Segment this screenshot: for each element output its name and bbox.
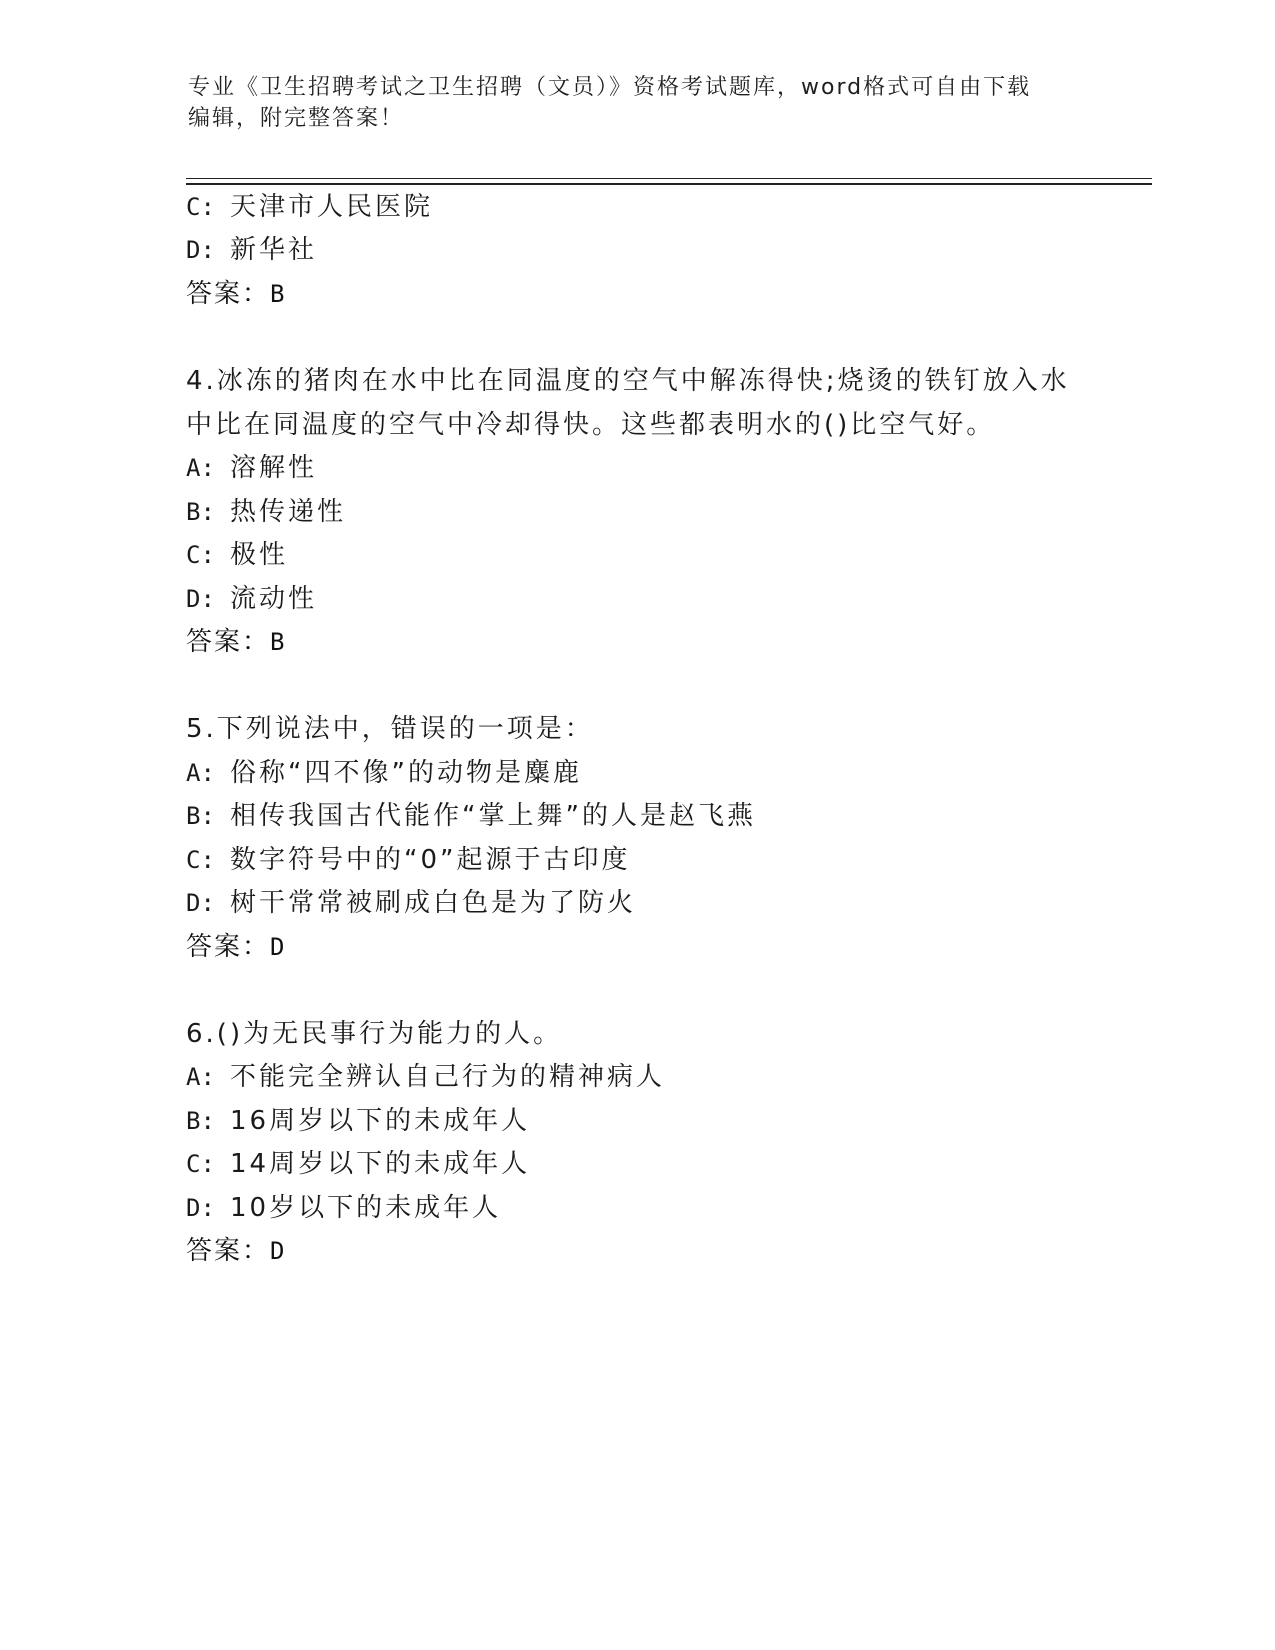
header-divider-thick [186,183,1152,185]
q6-stem-line-1: 6.()为无民事行为能力的人。 [186,1019,563,1049]
q3-option-d [186,233,317,267]
answer-label: 答案： [186,279,271,309]
q4-stem-line-1: 4.冰冻的猪肉在水中比在同温度的空气中解冻得快;烧烫的铁钉放入水 [186,366,1070,396]
option-text: 树干常常被刷成白色是为了防火 [230,888,637,918]
header-line-2: 编辑，附完整答案！ [188,106,405,131]
option-text: 10岁以下的未成年人 [230,1193,502,1223]
option-letter: A: [186,759,215,787]
option-letter: B: [186,1107,215,1135]
option-letter: D: [186,585,215,613]
option-text: 相传我国古代能作“掌上舞”的人是赵飞燕 [230,801,756,831]
option-text: 俗称“四不像”的动物是麋鹿 [230,758,582,788]
option-text: 不能完全辨认自己行为的精神病人 [230,1062,666,1092]
answer-label: 答案： [186,1236,271,1266]
q5-option-d [186,886,636,920]
answer-label: 答案： [186,932,271,962]
option-text: 数字符号中的“0”起源于古印度 [230,845,631,875]
option-letter: C: [186,193,215,221]
q4-answer [186,625,286,659]
option-letter: A: [186,454,215,482]
q5-answer [186,930,286,964]
option-text: 极性 [230,540,289,570]
answer-value: B [270,628,287,656]
q5-option-b [186,799,756,833]
q4-stem-line-2: 中比在同温度的空气中冷却得快。这些都表明水的()比空气好。 [186,410,996,440]
option-letter: C: [186,1150,215,1178]
option-letter: A: [186,1063,215,1091]
q5-stem-line-1: 5.下列说法中，错误的一项是： [186,714,594,744]
header-divider-thin [186,178,1152,179]
option-letter: B: [186,498,215,526]
q3-answer [186,277,286,311]
option-letter: B: [186,802,215,830]
answer-value: D [270,933,287,961]
header-line-1: 专业《卫生招聘考试之卫生招聘（文员）》资格考试题库，word格式可自由下载 [188,75,1032,100]
q3-option-c [186,190,433,224]
q4-option-a [186,451,317,485]
option-text: 新华社 [230,235,318,265]
option-letter: C: [186,541,215,569]
answer-value: D [270,1237,287,1265]
q5-option-c [186,843,630,877]
document-header [188,72,1068,134]
option-letter: C: [186,846,215,874]
q4-option-c [186,538,288,572]
q4-option-b [186,495,346,529]
q6-option-d [186,1191,501,1225]
option-text: 天津市人民医院 [230,192,434,222]
answer-value: B [270,280,287,308]
q5-option-a [186,756,582,790]
q4-option-d [186,582,317,616]
q6-option-a [186,1060,665,1094]
q6-option-b [186,1104,530,1138]
q6-option-c [186,1147,530,1181]
option-text: 16周岁以下的未成年人 [230,1106,531,1136]
option-text: 流动性 [230,584,318,614]
option-letter: D: [186,1194,215,1222]
option-text: 热传递性 [230,497,347,527]
option-letter: D: [186,236,215,264]
option-letter: D: [186,889,215,917]
answer-label: 答案： [186,627,271,657]
option-text: 14周岁以下的未成年人 [230,1149,531,1179]
option-text: 溶解性 [230,453,318,483]
q6-answer [186,1234,286,1268]
